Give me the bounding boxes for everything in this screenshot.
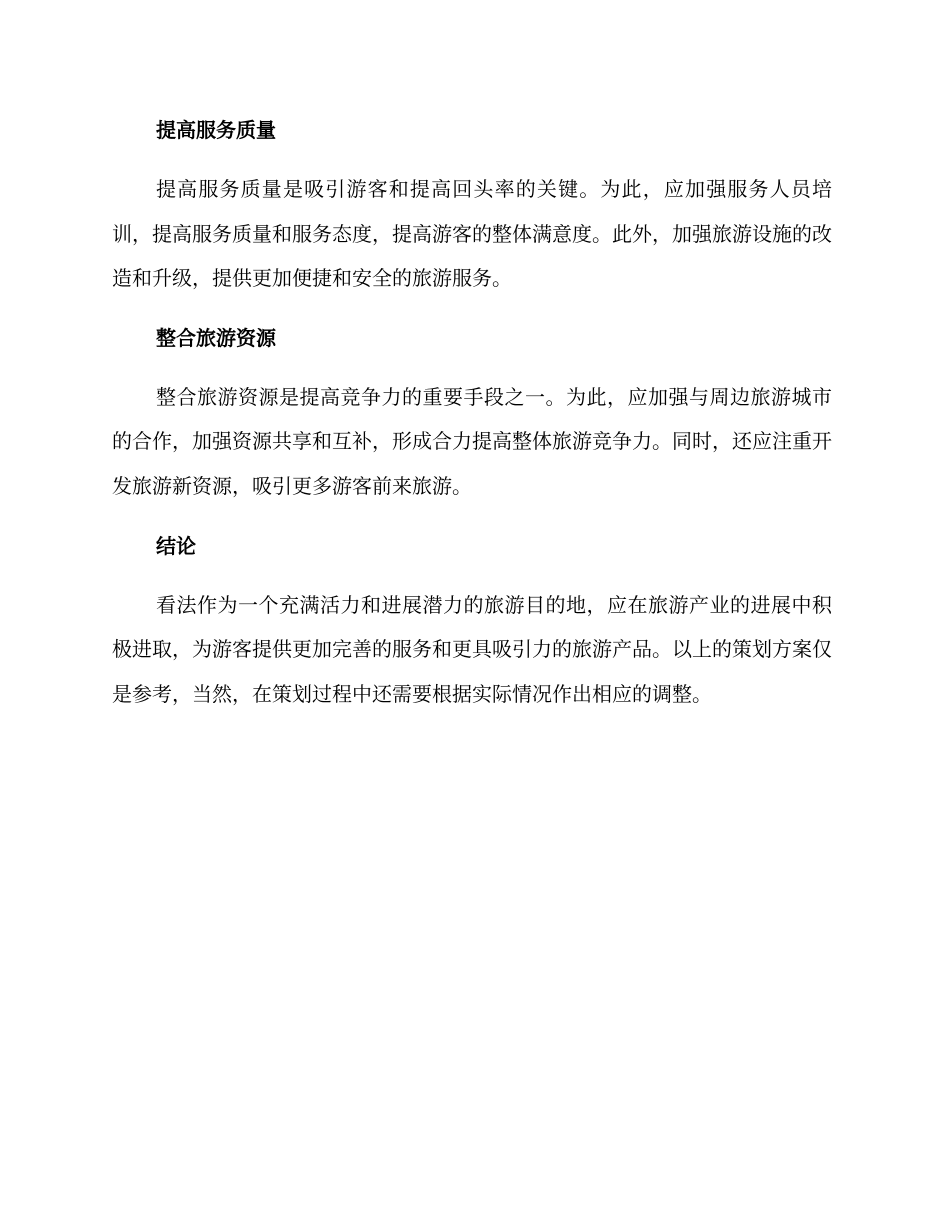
section-body-service-quality: 提高服务质量是吸引游客和提高回头率的关键。为此，应加强服务人员培训，提高服务质量和服务态度，提高游客的整体满意度。此外，加强旅游设施的改造和升级，提供更加便捷和安全的旅游服务。 <box>112 177 832 291</box>
section-body-conclusion: 看法作为一个充满活力和进展潜力的旅游目的地，应在旅游产业的进展中积极进取，为游客提供更加完善的服务和更具吸引力的旅游产品。以上的策划方案仅是参考，当然，在策划过程中还需要根据实际情况作出相应的调整。 <box>112 592 832 706</box>
section-heading-service-quality: 提高服务质量 <box>156 118 276 142</box>
section-heading-integrate-resources: 整合旅游资源 <box>156 325 276 350</box>
section-body-integrate-resources: 整合旅游资源是提高竞争力的重要手段之一。为此，应加强与周边旅游城市的合作，加强资源共享和互补，形成合力提高整体旅游竞争力。同时，还应注重开发旅游新资源，吸引更多游客前来旅游。 <box>112 384 832 498</box>
section-heading-conclusion: 结论 <box>156 533 196 558</box>
